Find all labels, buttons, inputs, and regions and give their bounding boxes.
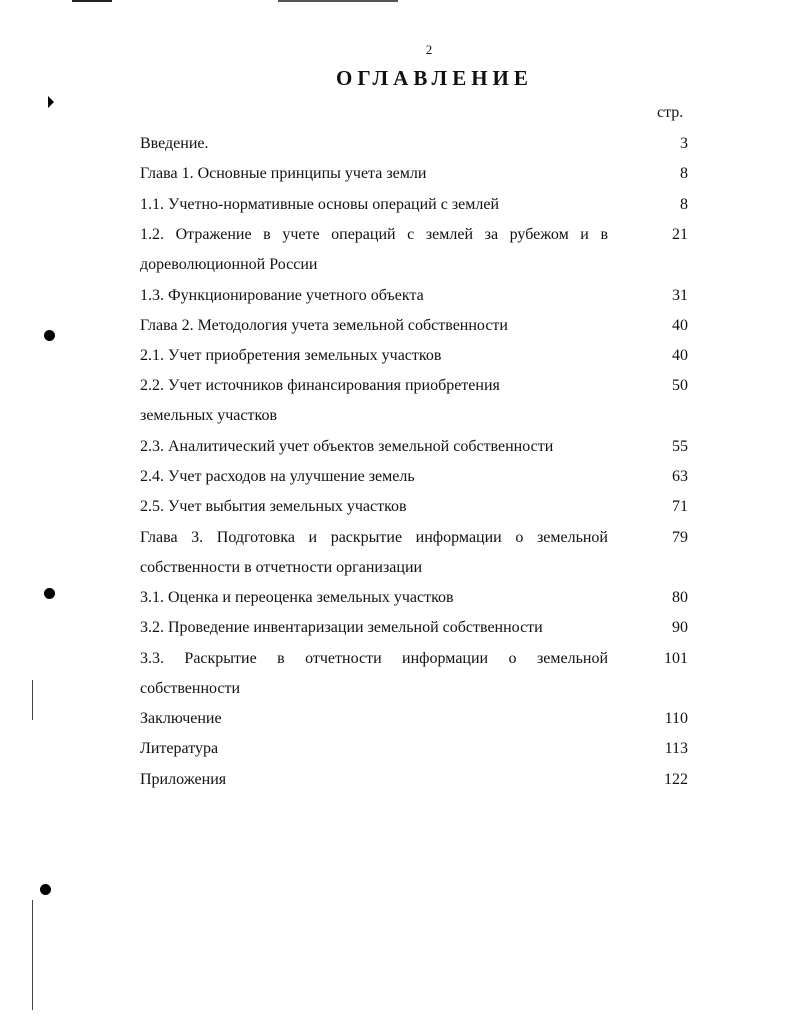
toc-entry-text: 2.4. Учет расходов на улучшение земель: [140, 468, 415, 485]
toc-entry-text: Глава 3. Подготовка и раскрытие информации о земельной собственности в отчетности организации: [140, 529, 608, 576]
toc-entry-text: Глава 1. Основные принципы учета земли: [140, 165, 427, 182]
toc-entry: [140, 341, 608, 371]
toc-entry-page: 90: [672, 619, 688, 636]
toc-entry-page: 71: [672, 498, 688, 515]
page-title: ОГЛАВЛЕНИЕ: [336, 66, 533, 90]
toc-entry-page: 8: [680, 165, 688, 182]
toc-entry: [140, 492, 608, 522]
toc-entry: [140, 281, 608, 311]
toc-entry: [140, 644, 608, 704]
toc-entry-text: 1.2. Отражение в учете операций с землей за рубежом и в дореволюционной России: [140, 226, 608, 273]
toc-entry: [140, 523, 608, 583]
toc-entry-page: 40: [672, 347, 688, 364]
toc-entry: [140, 734, 608, 764]
toc-entry-text: Глава 2. Методология учета земельной собственности: [140, 317, 508, 334]
toc-entry-text: 2.3. Аналитический учет объектов земельной собственности: [140, 438, 554, 455]
toc-entry: [140, 462, 608, 492]
toc-entry-page: 113: [664, 740, 688, 757]
toc-entry: [140, 129, 608, 159]
toc-entry-page: 21: [672, 226, 688, 243]
toc-entry-page: 31: [672, 287, 688, 304]
toc-entry-text: Литература: [140, 740, 219, 757]
toc-entry-page: 110: [664, 710, 688, 727]
toc-entry-text: Приложения: [140, 771, 227, 788]
toc-entry-page: 8: [680, 196, 688, 213]
toc-entry-page: 122: [664, 771, 688, 788]
toc-entry-text: Заключение: [140, 710, 222, 727]
binder-hole: [40, 884, 51, 895]
toc-entry-page: 80: [672, 589, 688, 606]
toc-entry-text: 1.1. Учетно-нормативные основы операций с землей: [140, 196, 500, 213]
toc-entry-text: Введение.: [140, 135, 209, 152]
toc-entry: [140, 371, 540, 431]
toc-entry: [140, 613, 608, 643]
toc-entry-text: 3.2. Проведение инвентаризации земельной собственности: [140, 619, 543, 636]
toc-entry: [140, 432, 608, 462]
scan-margin-line: [32, 680, 33, 720]
toc-entry: [140, 159, 608, 189]
toc-entry-page: 3: [680, 135, 688, 152]
page-column-label: стр.: [657, 104, 684, 121]
scan-artifact-line: [72, 0, 112, 2]
toc-entry-text: 2.5. Учет выбытия земельных участков: [140, 498, 407, 515]
toc-entry: [140, 311, 608, 341]
toc-entry-page: 50: [672, 377, 688, 394]
binder-hole: [44, 588, 55, 599]
toc-entry-text: 1.3. Функционирование учетного объекта: [140, 287, 424, 304]
scan-artifact-line: [278, 0, 398, 2]
binder-hole: [44, 330, 55, 341]
toc-entry-page: 101: [664, 650, 688, 667]
scan-margin-line: [32, 900, 33, 1010]
toc-entry: [140, 704, 608, 734]
toc-entry-page: 55: [672, 438, 688, 455]
toc-entry-page: 40: [672, 317, 688, 334]
scan-mark: [48, 96, 54, 108]
toc-entry: [140, 765, 608, 795]
toc-entry-page: 63: [672, 468, 688, 485]
page-number: 2: [425, 42, 433, 57]
toc-entry: [140, 583, 608, 613]
toc-entry-text: 2.1. Учет приобретения земельных участков: [140, 347, 442, 364]
toc-entry-page: 79: [672, 529, 688, 546]
toc-entry: [140, 220, 608, 280]
toc-entry-text: 2.2. Учет источников финансирования приобретения земельных участков: [140, 377, 500, 424]
toc-entry-text: 3.3. Раскрытие в отчетности информации о земельной собственности: [140, 650, 608, 697]
toc-entry: [140, 190, 608, 220]
toc-entry-text: 3.1. Оценка и переоценка земельных участков: [140, 589, 454, 606]
